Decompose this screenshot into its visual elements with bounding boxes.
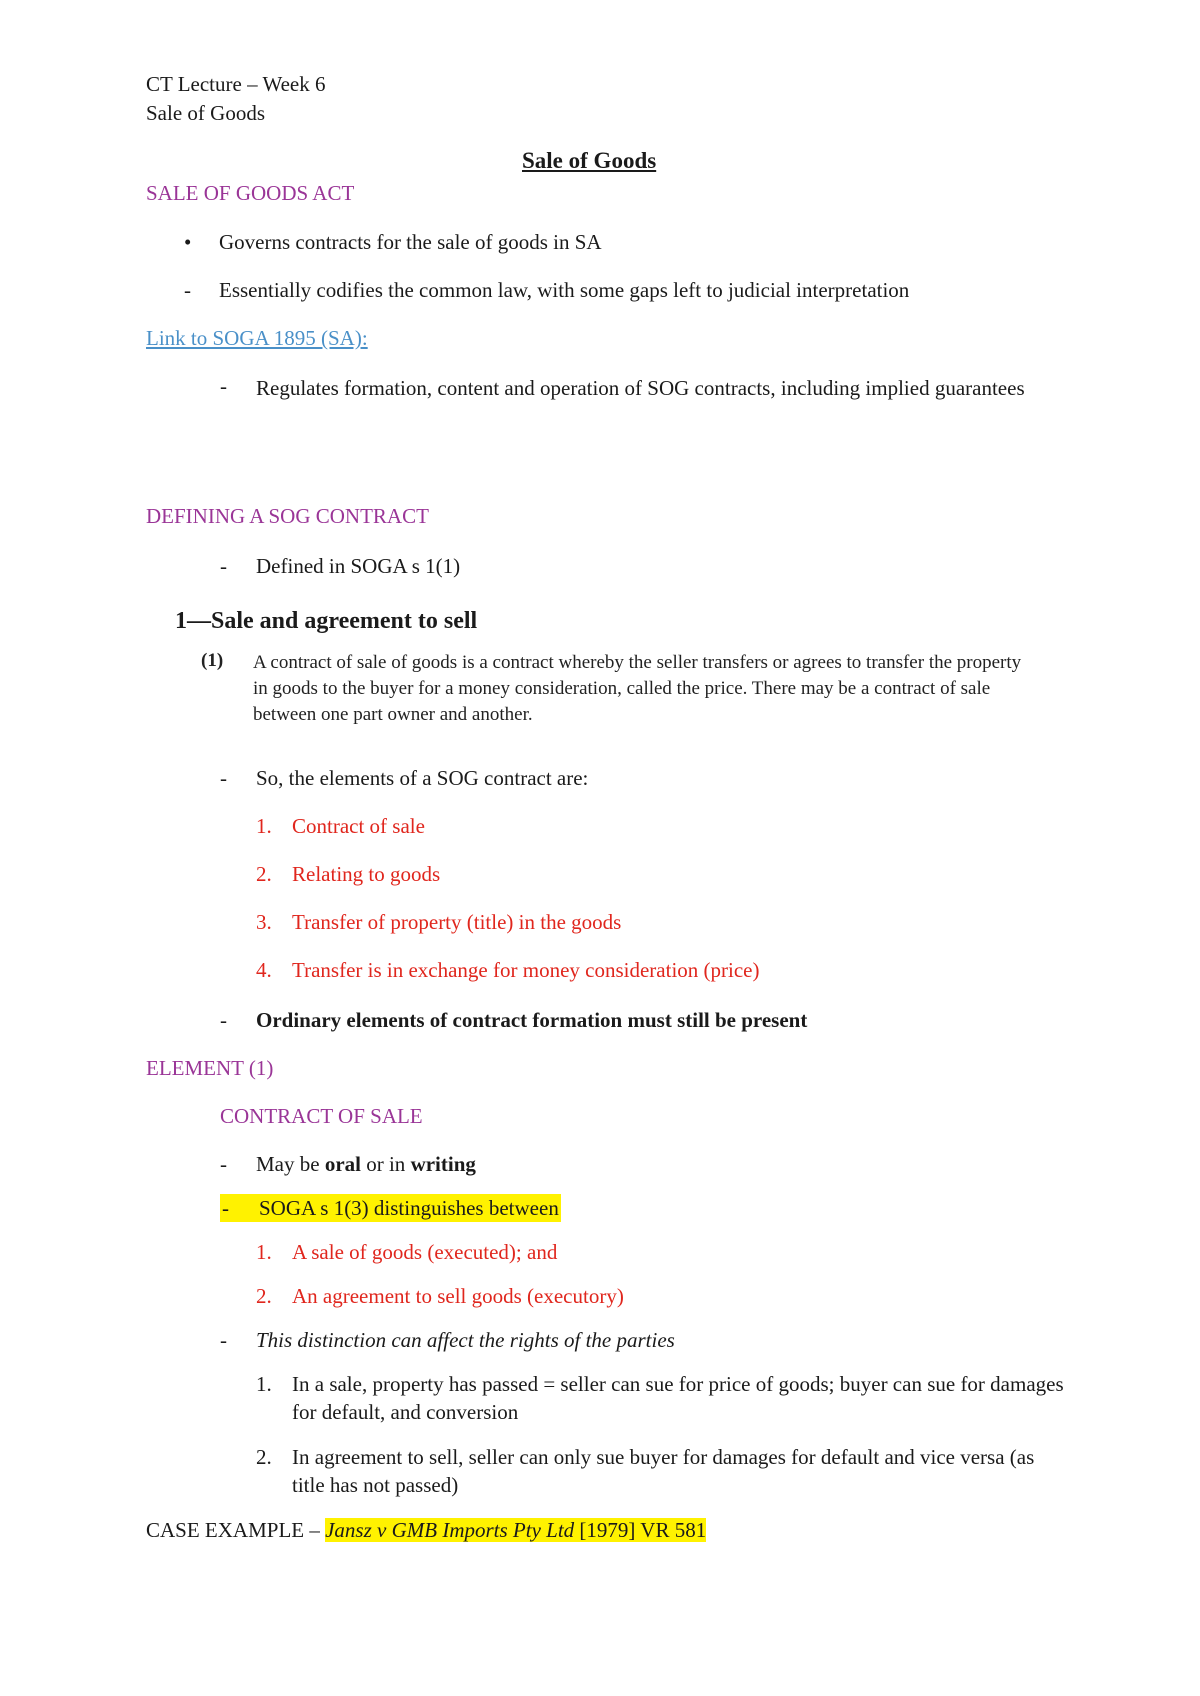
element-item: Contract of sale — [292, 814, 425, 838]
text-part: May be — [256, 1152, 325, 1176]
element-item: Transfer of property (title) in the goods — [292, 910, 622, 934]
section-heading-sale-of-goods-act: SALE OF GOODS ACT — [146, 181, 355, 205]
element-number: 3. — [256, 910, 272, 934]
case-prefix: CASE EXAMPLE – — [146, 1518, 326, 1542]
bullet-codifies-common-law: Essentially codifies the common law, with some gaps left to judicial interpretation — [219, 278, 910, 302]
type-number: 1. — [256, 1240, 272, 1264]
section-heading-element-1: ELEMENT (1) — [146, 1056, 274, 1080]
element-item: Transfer is in exchange for money consideration (price) — [292, 958, 760, 982]
soga-link[interactable]: Link to SOGA 1895 (SA): — [146, 326, 368, 350]
type-number: 2. — [256, 1284, 272, 1308]
sub-oral-or-writing — [256, 1150, 476, 1178]
dash-marker: - — [220, 1152, 227, 1176]
rights-number: 1. — [256, 1372, 272, 1396]
element-number: 1. — [256, 814, 272, 838]
case-example — [146, 1516, 706, 1544]
statute-text: A contract of sale of goods is a contract whereby the seller transfers or agrees to transfer the property in goods to the buyer for a money consideration, called the price. There may be a contract of sale between one part owner and another. — [253, 652, 1022, 725]
element-number: 4. — [256, 958, 272, 982]
header-line-1: CT Lecture – Week 6 — [146, 72, 326, 96]
type-item: An agreement to sell goods (executory) — [292, 1284, 624, 1308]
case-citation-highlight — [325, 1518, 706, 1542]
sub-soga-distinguishes: SOGA s 1(3) distinguishes between — [259, 1196, 559, 1220]
sub-distinction-affects-rights: This distinction can affect the rights of the parties — [256, 1328, 675, 1352]
rights-number: 2. — [256, 1445, 272, 1469]
sub-regulates-formation: Regulates formation, content and operation of SOG contracts, including implied guarantees — [256, 376, 1025, 400]
type-item: A sale of goods (executed); and — [292, 1240, 558, 1264]
highlighted-line — [220, 1194, 561, 1222]
sub-ordinary-elements: Ordinary elements of contract formation must still be present — [256, 1008, 808, 1032]
dash-marker: - — [220, 554, 227, 578]
section-heading-defining-sog-contract: DEFINING A SOG CONTRACT — [146, 504, 429, 528]
statute-subsection-number: (1) — [201, 650, 224, 671]
text-part: or in — [360, 1152, 411, 1176]
header-line-2: Sale of Goods — [146, 101, 265, 125]
bullet-marker: • — [184, 230, 192, 254]
rights-item: In agreement to sell, seller can only sue buyer for damages for default and vice versa (as title has not passed) — [292, 1445, 1035, 1497]
element-item: Relating to goods — [292, 862, 441, 886]
dash-marker: - — [220, 1008, 227, 1032]
case-citation: [1979] VR 581 — [574, 1518, 707, 1542]
subheading-contract-of-sale: CONTRACT OF SALE — [220, 1104, 423, 1128]
case-name: Jansz v GMB Imports Pty Ltd — [325, 1518, 575, 1542]
dash-marker: - — [222, 1196, 229, 1220]
text-oral: oral — [324, 1152, 361, 1176]
dash-marker: - — [220, 1328, 227, 1352]
dash-marker: - — [220, 374, 227, 398]
bullet-governs-contracts: Governs contracts for the sale of goods in SA — [219, 230, 602, 254]
statute-heading: 1—Sale and agreement to sell — [175, 608, 478, 634]
text-writing: writing — [410, 1152, 476, 1176]
sub-defined-in-soga: Defined in SOGA s 1(1) — [256, 554, 461, 578]
dash-marker: - — [220, 766, 227, 790]
page-title: Sale of Goods — [522, 148, 657, 173]
dash-marker: - — [184, 278, 191, 302]
sub-elements-intro: So, the elements of a SOG contract are: — [256, 766, 589, 790]
element-number: 2. — [256, 862, 272, 886]
rights-item: In a sale, property has passed = seller can sue for price of goods; buyer can sue for damages for default, and conversion — [292, 1372, 1064, 1424]
